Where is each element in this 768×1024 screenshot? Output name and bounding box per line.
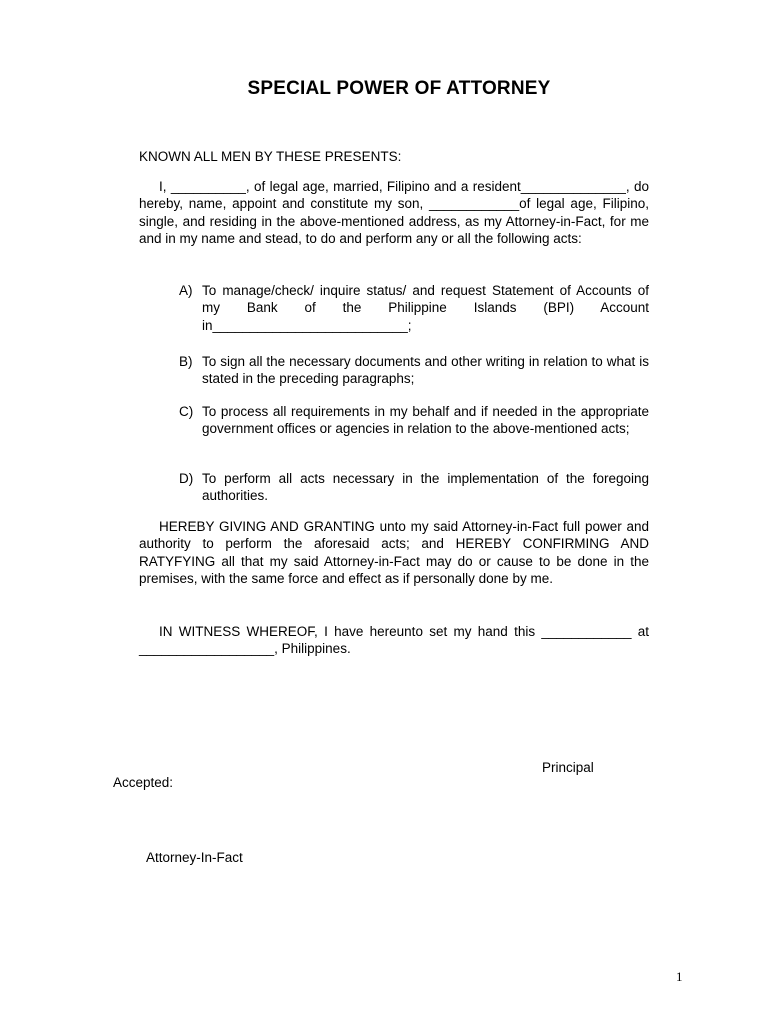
accepted-label: Accepted: xyxy=(113,775,174,790)
principal-label: Principal xyxy=(542,760,594,775)
act-letter: C) xyxy=(179,404,194,419)
act-letter: B) xyxy=(179,354,193,369)
act-item-a xyxy=(179,282,649,334)
page-number: 1 xyxy=(676,969,683,984)
act-item-c xyxy=(179,403,649,438)
intro-text: I, __________, of legal age, married, Filipino and a resident______________, do hereby, name, appoint and constitute my son, ____________of legal age, Filipino, single, and residing in the above-mentioned address, as my Attorney-in-Fact, for me and in my name and stead, to do and perform any or all the following acts: xyxy=(139,179,649,247)
hereby-text: HEREBY GIVING AND GRANTING unto my said Attorney-in-Fact full power and authority to perform the aforesaid acts; and HEREBY CONFIRMING AND RATYFYING all that my said Attorney-in-Fact may do or cause to be done in the premises, with the same force and effect as if personally done by me. xyxy=(139,519,649,587)
intro-paragraph xyxy=(139,178,649,248)
act-item-d xyxy=(179,470,649,505)
witness-paragraph xyxy=(139,623,649,658)
attorney-in-fact-label: Attorney-In-Fact xyxy=(146,850,243,865)
hereby-paragraph xyxy=(139,518,649,588)
act-letter: A) xyxy=(179,283,193,298)
act-text: To sign all the necessary documents and other writing in relation to what is stated in the preceding paragraphs; xyxy=(202,354,649,387)
act-letter: D) xyxy=(179,471,194,486)
act-item-b xyxy=(179,353,649,388)
salutation: KNOWN ALL MEN BY THESE PRESENTS: xyxy=(139,149,402,164)
document-title: SPECIAL POWER OF ATTORNEY xyxy=(247,78,551,99)
act-text: To manage/check/ inquire status/ and request Statement of Accounts of my Bank of the Philippine Islands (BPI) Account in__________________________; xyxy=(202,283,649,333)
witness-text: IN WITNESS WHEREOF, I have hereunto set my hand this ____________ at __________________, Philippines. xyxy=(139,624,649,657)
act-text: To perform all acts necessary in the implementation of the foregoing authorities. xyxy=(202,471,649,504)
act-text: To process all requirements in my behalf and if needed in the appropriate government offices or agencies in relation to the above-mentioned acts; xyxy=(202,404,649,437)
